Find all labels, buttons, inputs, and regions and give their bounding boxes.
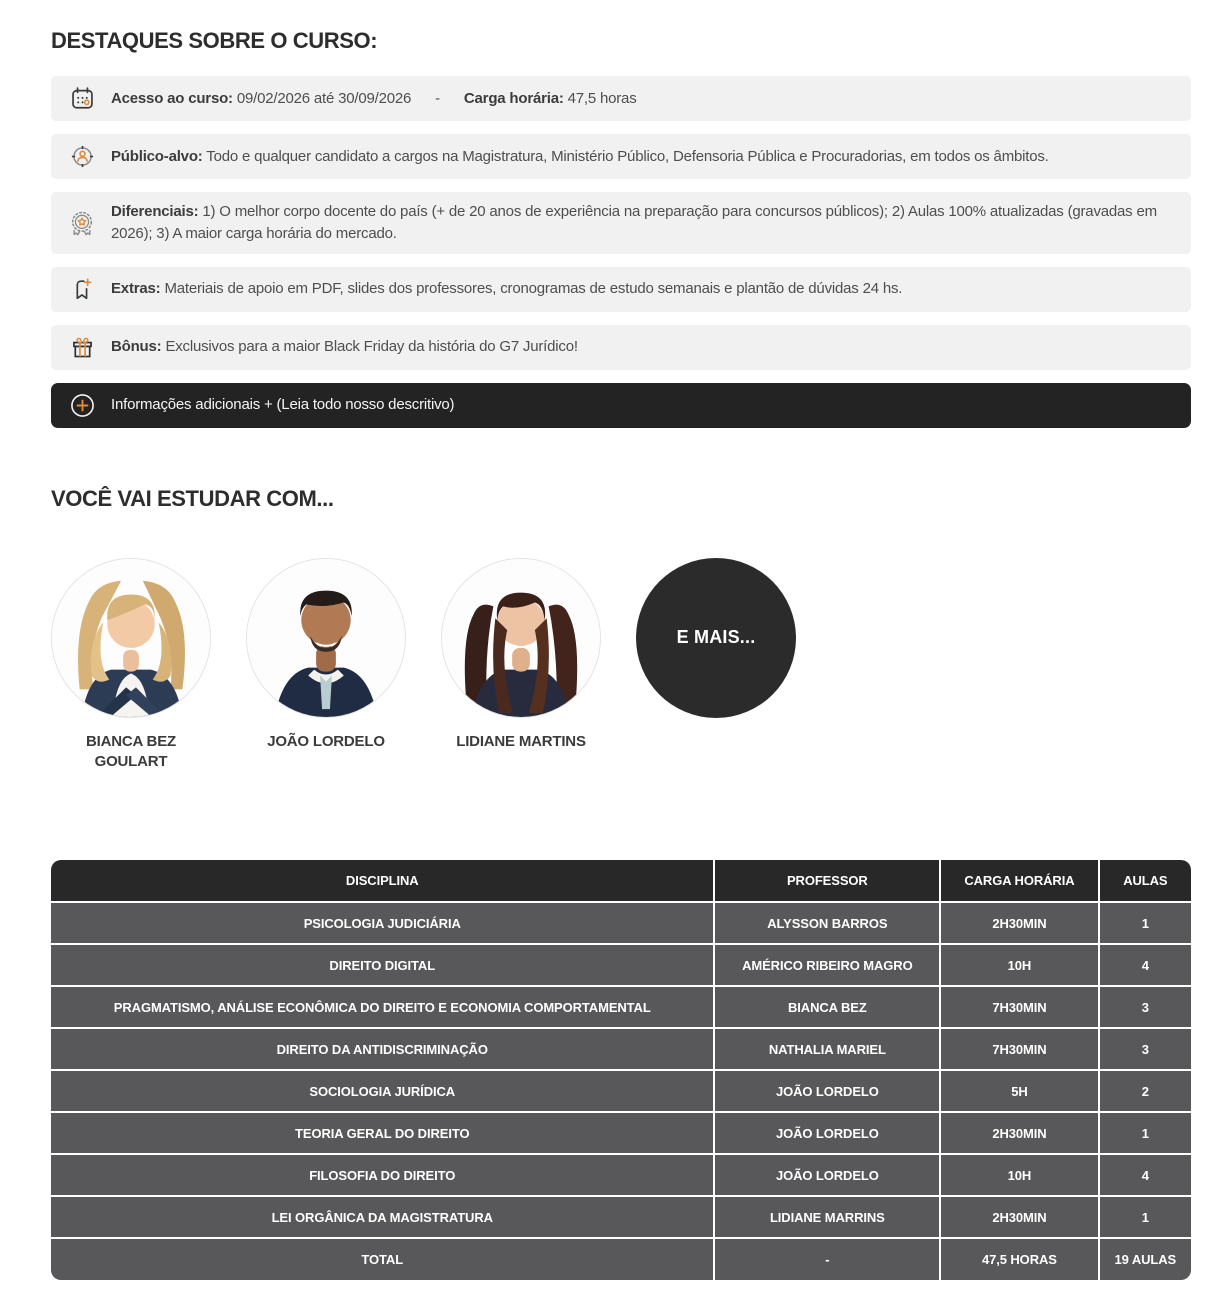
cell-total-label: TOTAL: [51, 1238, 714, 1280]
access-separator: -: [435, 89, 440, 107]
extras-label: Extras:: [111, 280, 161, 298]
professor-avatar-joao: [246, 558, 406, 718]
bonus-label: Bônus:: [111, 338, 162, 356]
professors-row: [51, 558, 1191, 773]
header-professor: PROFESSOR: [714, 860, 940, 902]
plus-circle-icon: [67, 392, 97, 419]
professor-card: [441, 558, 601, 752]
cell-aulas: 1: [1099, 902, 1191, 944]
workload-value: 47,5 horas: [567, 89, 637, 107]
cell-professor: JOÃO LORDELO: [714, 1070, 940, 1112]
differentials-info-row: [51, 192, 1191, 254]
bonus-info-row: [51, 325, 1191, 370]
access-info-row: [51, 76, 1191, 121]
header-aulas: AULAS: [1099, 860, 1191, 902]
differentials-info-text: [111, 201, 1175, 245]
cell-aulas: 4: [1099, 944, 1191, 986]
table-total-row: [51, 1238, 1191, 1280]
table-row: [51, 944, 1191, 986]
cell-disciplina: LEI ORGÂNICA DA MAGISTRATURA: [51, 1196, 714, 1238]
cell-aulas: 1: [1099, 1112, 1191, 1154]
table-row: [51, 902, 1191, 944]
cell-total-professor: -: [714, 1238, 940, 1280]
cell-carga: 7H30MIN: [940, 1028, 1098, 1070]
access-value: 09/02/2026 até 30/09/2026: [236, 89, 412, 107]
professor-name: LIDIANE MARTINS: [456, 732, 586, 750]
cell-professor: NATHALIA MARIEL: [714, 1028, 940, 1070]
table-row: [51, 1112, 1191, 1154]
cell-disciplina: DIREITO DA ANTIDISCRIMINAÇÃO: [51, 1028, 714, 1070]
cell-disciplina: PSICOLOGIA JUDICIÁRIA: [51, 902, 714, 944]
bottom-spacer: [51, 1280, 1191, 1305]
cell-disciplina: TEORIA GERAL DO DIREITO: [51, 1112, 714, 1154]
cell-disciplina: DIREITO DIGITAL: [51, 944, 714, 986]
table-row: [51, 1196, 1191, 1238]
header-carga-horaria: CARGA HORÁRIA: [940, 860, 1098, 902]
gift-icon: [67, 334, 97, 361]
cell-disciplina: FILOSOFIA DO DIREITO: [51, 1154, 714, 1196]
workload-label: Carga horária:: [463, 89, 564, 107]
cell-total-carga: 47,5 HORAS: [940, 1238, 1098, 1280]
differentials-label: Diferenciais:: [111, 203, 199, 220]
more-professors-circle: E MAIS...: [636, 558, 796, 718]
cell-professor: JOÃO LORDELO: [714, 1112, 940, 1154]
differentials-value: 1) O melhor corpo docente do país (+ de 20 anos de experiência na preparação para concursos públicos); 2) Aulas 100% atualizadas (gravadas em 2026); 3) A maior carga horária do mercado.: [111, 203, 1157, 242]
cell-aulas: 3: [1099, 986, 1191, 1028]
cell-carga: 10H: [940, 1154, 1098, 1196]
study-with-section-title: VOCÊ VAI ESTUDAR COM...: [51, 485, 334, 511]
cell-disciplina: PRAGMATISMO, ANÁLISE ECONÔMICA DO DIREITO E ECONOMIA COMPORTAMENTAL: [51, 986, 714, 1028]
extras-info-row: [51, 267, 1191, 312]
extras-info-text: [111, 278, 1175, 300]
cell-aulas: 2: [1099, 1070, 1191, 1112]
bonus-info-text: [111, 336, 1175, 358]
professor-card: [51, 558, 211, 773]
cell-carga: 2H30MIN: [940, 1196, 1098, 1238]
course-detail-page: [51, 0, 1191, 1305]
table-row: [51, 1154, 1191, 1196]
table-row: [51, 1070, 1191, 1112]
cell-professor: BIANCA BEZ: [714, 986, 940, 1028]
audience-info-row: [51, 134, 1191, 179]
audience-value: Todo e qualquer candidato a cargos na Magistratura, Ministério Público, Defensoria Pública e Procuradorias, em todos os âmbitos.: [206, 147, 1049, 165]
professor-name: BIANCA BEZ GOULART: [86, 732, 176, 770]
cell-carga: 2H30MIN: [940, 1112, 1098, 1154]
cell-carga: 10H: [940, 944, 1098, 986]
cell-professor: AMÉRICO RIBEIRO MAGRO: [714, 944, 940, 986]
cell-disciplina: SOCIOLOGIA JURÍDICA: [51, 1070, 714, 1112]
calendar-icon: [67, 85, 97, 112]
additional-info-accordion[interactable]: [51, 383, 1191, 428]
professor-avatar-bianca: [51, 558, 211, 718]
table-header-row: [51, 860, 1191, 902]
audience-info-text: [111, 146, 1175, 168]
cell-aulas: 1: [1099, 1196, 1191, 1238]
cell-total-aulas: 19 AULAS: [1099, 1238, 1191, 1280]
highlights-section-title: DESTAQUES SOBRE O CURSO:: [51, 28, 378, 53]
cell-aulas: 3: [1099, 1028, 1191, 1070]
cell-aulas: 4: [1099, 1154, 1191, 1196]
access-info-text: [111, 88, 1175, 110]
bonus-value: Exclusivos para a maior Black Friday da história do G7 Jurídico!: [165, 338, 578, 356]
audience-label: Público-alvo:: [111, 147, 203, 165]
extras-value: Materiais de apoio em PDF, slides dos professores, cronogramas de estudo semanais e plantão de dúvidas 24 hs.: [164, 280, 903, 298]
professor-card-more: [636, 558, 796, 718]
medal-icon: [67, 209, 97, 237]
professor-avatar-lidiane: [441, 558, 601, 718]
professor-card: [246, 558, 406, 752]
header-disciplina: DISCIPLINA: [51, 860, 714, 902]
access-label: Acesso ao curso:: [111, 89, 233, 107]
cell-carga: 5H: [940, 1070, 1098, 1112]
professor-name: JOÃO LORDELO: [267, 732, 385, 750]
cell-carga: 7H30MIN: [940, 986, 1098, 1028]
cell-professor: LIDIANE MARRINS: [714, 1196, 940, 1238]
cell-carga: 2H30MIN: [940, 902, 1098, 944]
cell-professor: ALYSSON BARROS: [714, 902, 940, 944]
person-target-icon: [67, 143, 97, 170]
additional-info-label: Informações adicionais + (Leia todo nosso descritivo): [111, 396, 455, 414]
course-subjects-table: [51, 860, 1191, 1280]
bookmark-plus-icon: [67, 276, 97, 303]
cell-professor: JOÃO LORDELO: [714, 1154, 940, 1196]
table-row: [51, 986, 1191, 1028]
table-row: [51, 1028, 1191, 1070]
